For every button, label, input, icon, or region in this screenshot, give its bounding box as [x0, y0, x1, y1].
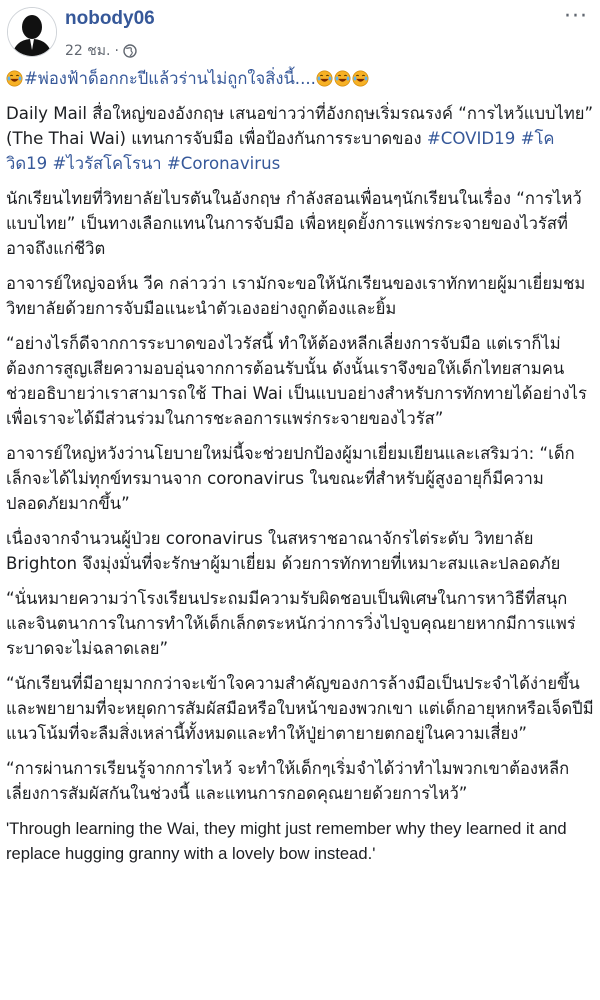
post-paragraph	[6, 526, 594, 576]
post-paragraph	[6, 186, 594, 261]
paragraph-text: “นั่นหมายความว่าโรงเรียนประถมมีความรับผิดชอบเป็นพิเศษในการหาวิธีที่สนุกและจินตนาการในการทำให้เด็กเล็กตระหนักว่าการวิ่งไปจูบคุณยายหากมีการแพร่ระบาดจะไม่ฉลาดเลย”	[6, 589, 576, 658]
paragraph-text: “นักเรียนที่มีอายุมากกว่าจะเข้าใจความสำคัญของการล้างมือเป็นประจำได้ง่ายขึ้นและพยายามที่จะหยุดการสัมผัสมือหรือใบหน้าของพวกเขา แต่เด็กอายุหกหรือเจ็ดปีมีแนวโน้มที่จะลืมสิ่งเหล่านี้ทั้งหมดและทำให้ปู่ย่าตายายตกอยู่ในความเสี่ยง”	[6, 674, 594, 743]
post-paragraph	[6, 101, 594, 176]
paragraph-text: อาจารย์ใหญ่หวังว่านโยบายใหม่นี้จะช่วยปกป้องผู้มาเยี่ยมเยียนและเสริมว่า: “เด็กเล็กจะได้ไม่ทุกข์ทรมานจาก coronavirus ในขณะที่สำหรับผู้สูงอายุก็มีความปลอดภัยมากขึ้น”	[6, 444, 575, 513]
laughing-tears-emoji-icon	[352, 70, 369, 87]
globe-icon	[123, 44, 137, 58]
post-paragraph	[6, 671, 594, 746]
post-paragraph	[6, 331, 594, 431]
silhouette-avatar-icon	[8, 8, 56, 56]
headline-hashtag[interactable]: #พ่องฟ้าด็อกกะปีแล้วร่านไม่ถูกใจสิ่งนี้....	[24, 69, 316, 88]
meta-separator: ·	[114, 43, 119, 59]
laughing-tears-emoji-icon	[316, 70, 333, 87]
post-paragraph	[6, 271, 594, 321]
avatar[interactable]	[7, 7, 57, 57]
post-paragraph	[6, 816, 594, 866]
post-paragraphs	[6, 101, 594, 866]
hashtag-link[interactable]: #COVID19	[426, 129, 516, 148]
paragraph-text: เนื่องจากจำนวนผู้ป่วย coronavirus ในสหราชอาณาจักรไต่ระดับ วิทยาลัย Brighton จึงมุ่งมั่นที่จะรักษาผู้มาเยี่ยม ด้วยการทักทายที่เหมาะสมและปลอดภัย	[6, 529, 561, 573]
post-headline	[6, 66, 594, 91]
paragraph-text: Daily Mail สื่อใหญ่ของอังกฤษ เสนอข่าวว่าที่อังกฤษเริ่มรณรงค์ “การไหว้แบบไทย” (The Thai Wai) แทนการจับมือ เพื่อป้องกันการระบาดของ	[6, 104, 594, 148]
paragraph-text: 'Through learning the Wai, they might just remember why they learned it and replace hugging granny with a lovely bow instead.'	[6, 819, 567, 863]
post-meta	[65, 40, 137, 62]
paragraph-text: นักเรียนไทยที่วิทยาลัยไบรตันในอังกฤษ กำลังสอนเพื่อนๆนักเรียนในเรื่อง “การไหว้แบบไทย” เป็นทางเลือกแทนในการจับมือ เพื่อหยุดยั้งการแพร่กระจายของไวรัสที่อาจถึงแก่ชีวิต	[6, 189, 582, 258]
laughing-tears-emoji-icon	[334, 70, 351, 87]
post-paragraph	[6, 756, 594, 806]
paragraph-text: อาจารย์ใหญ่จอห์น วีค กล่าวว่า เรามักจะขอให้นักเรียนของเราทักทายผู้มาเยี่ยมชมวิทยาลัยด้วยการจับมือแนะนำตัวเองอย่างถูกต้องและยิ้ม	[6, 274, 586, 318]
paragraph-text: “การผ่านการเรียนรู้จากการไหว้ จะทำให้เด็กๆเริ่มจำได้ว่าทำไมพวกเขาต้องหลีกเลี่ยงการสัมผัสกันในช่วงนี้ และแทนการกอดคุณยายด้วยการไหว้”	[6, 759, 570, 803]
hashtag-link[interactable]: #Coronavirus	[166, 154, 281, 173]
post-body	[6, 66, 594, 876]
hashtag-link[interactable]: #ไวรัสโคโรนา	[52, 154, 162, 173]
post-time[interactable]: 22 ชม.	[65, 43, 111, 59]
author-name[interactable]: nobody06	[65, 8, 155, 29]
post-header	[0, 0, 600, 70]
more-options-icon[interactable]: ···	[564, 4, 588, 29]
hashtag-link[interactable]: #โควิด19	[6, 129, 555, 173]
post-paragraph	[6, 441, 594, 516]
paragraph-text: “อย่างไรก็ดีจากการระบาดของไวรัสนี้ ทำให้ต้องหลีกเลี่ยงการจับมือ แต่เราก็ไม่ต้องการสูญเสียความอบอุ่นจากการต้อนรับนั้น ดังนั้นเราจึงขอให้เด็กไทยสามคนช่วยอธิบายว่าเราสามารถใช้ Thai Wai เป็นแบบอย่างสำหรับการทักทายได้อย่างไร เพื่อเราจะได้มีส่วนร่วมในการชะลอการแพร่กระจายของไวรัส”	[6, 334, 587, 428]
laughing-tears-emoji-icon	[6, 70, 23, 87]
post-paragraph	[6, 586, 594, 661]
